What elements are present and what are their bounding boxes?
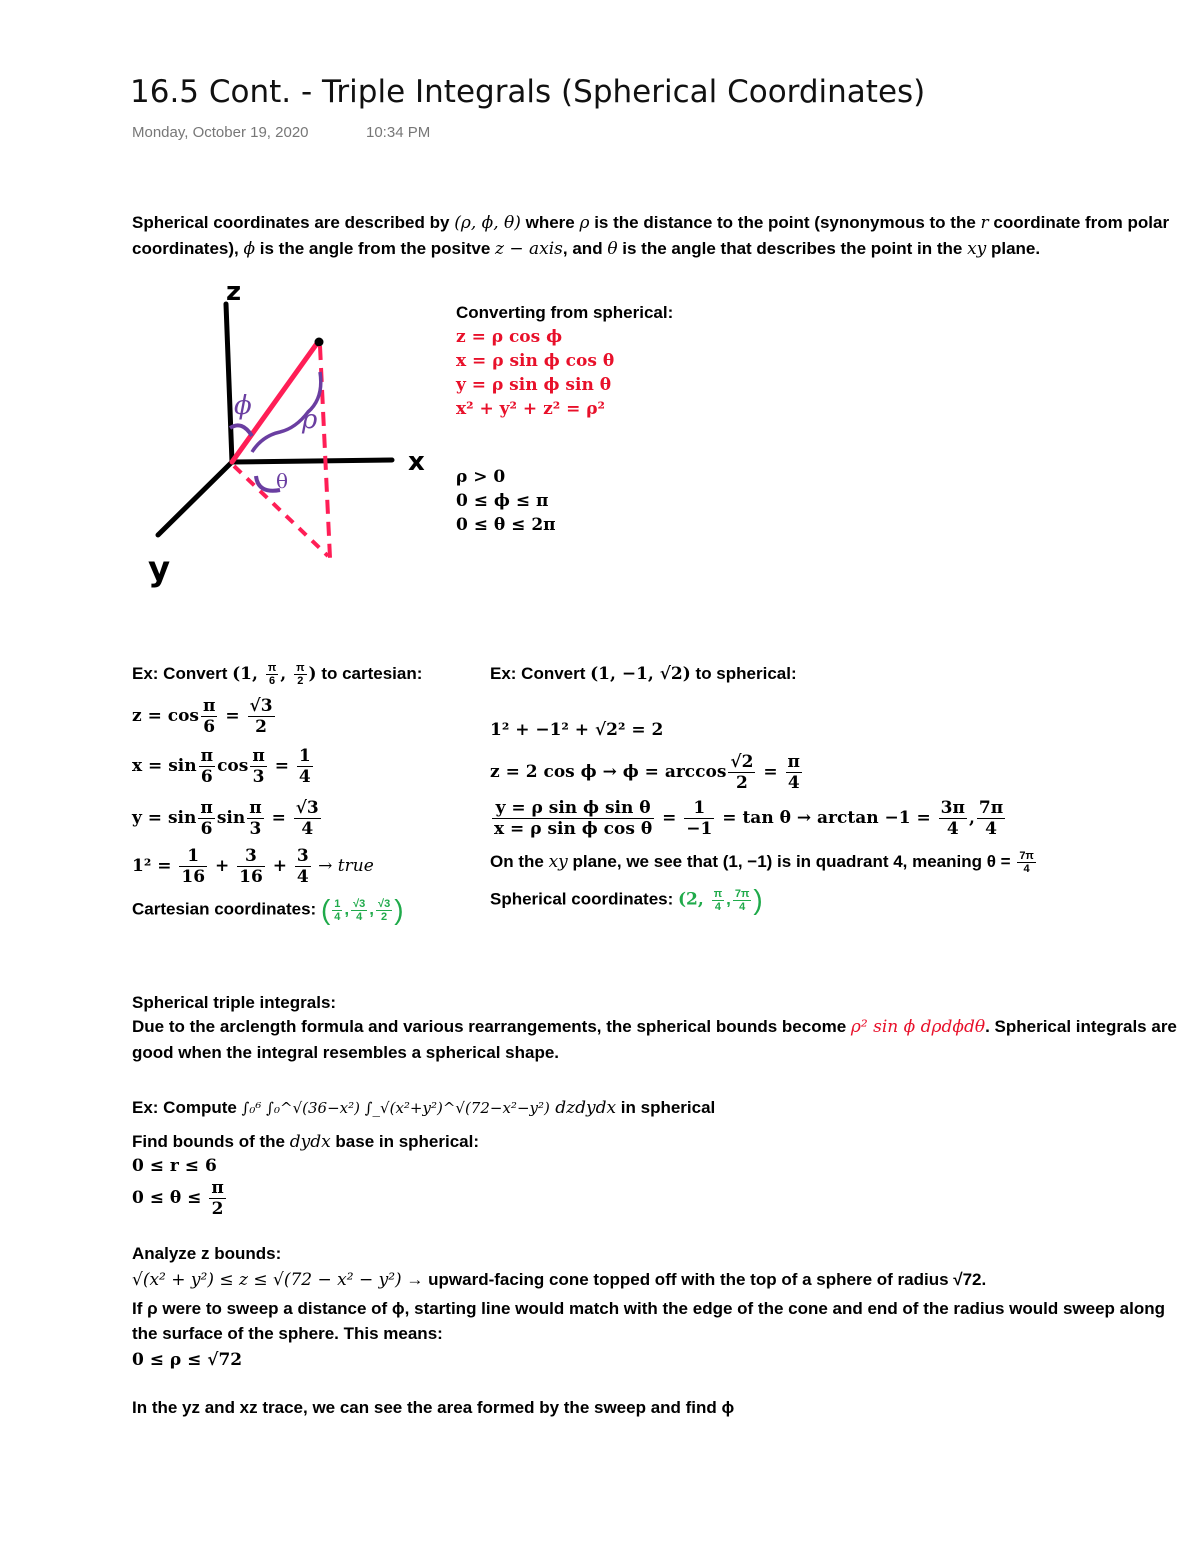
frac-num: π — [252, 746, 265, 766]
frac-den: 4 — [334, 910, 341, 923]
diagram-label-rho: ρ — [302, 405, 318, 435]
frac-num: 3 — [296, 846, 309, 866]
frac-den: 2 — [736, 773, 748, 793]
triple-text: . Spherical integrals are good when the integral resembles a spherical shape. — [132, 1017, 1177, 1062]
ex2-text: z = 2 cos ϕ → ϕ = arccos — [490, 762, 727, 782]
diagram-label-x: x — [408, 447, 425, 477]
triple-paragraph — [132, 1014, 1192, 1065]
ex1-frac — [250, 746, 266, 787]
ex1-check-line — [132, 846, 374, 887]
intro-text: is the angle from the positve — [255, 239, 495, 258]
paren-close: ) — [394, 894, 404, 925]
frac-den: 4 — [985, 819, 997, 839]
ex3-analyze: Analyze z bounds: — [132, 1244, 282, 1263]
ex1-text: = — [265, 808, 292, 828]
ex1-text: sin — [216, 808, 246, 828]
ex1-result-label: Cartesian coordinates: — [132, 899, 321, 919]
ex2-text: = — [656, 808, 683, 828]
frac-den: 4 — [356, 910, 363, 923]
frac-num: π — [200, 798, 213, 818]
intro-math: ρ — [579, 213, 590, 233]
frac-num: 1 — [298, 746, 311, 766]
y-axis — [158, 462, 232, 535]
ex3-sweep: If ρ were to sweep a distance of ϕ, starting line would match with the edge of the cone and end of the radius would sweep along the surface of the sphere. This means: — [132, 1299, 1165, 1343]
frac-num: π — [211, 1178, 224, 1198]
comma: , — [968, 808, 975, 828]
ex2-text: = tan θ → arctan −1 = — [716, 808, 937, 828]
frac-den: 4 — [301, 819, 314, 839]
ex1-text: = — [268, 756, 295, 776]
z-axis — [226, 304, 232, 462]
page-title: 16.5 Cont. - Triple Integrals (Spherical Coordinates) — [130, 74, 926, 110]
frac-num: √2 — [730, 752, 754, 772]
ex3-text: Ex: Compute — [132, 1098, 242, 1117]
paren-close: ) — [753, 884, 763, 915]
intro-text: plane. — [986, 239, 1041, 258]
bound-theta: 0 ≤ θ ≤ 2π — [456, 515, 556, 535]
frac-num: √3 — [378, 897, 391, 910]
ex2-line3 — [490, 798, 1007, 839]
ex1-point: (1, — [232, 663, 264, 684]
ex2-frac — [728, 752, 755, 793]
formula-sum: x² + y² + z² = ρ² — [456, 399, 605, 419]
point-dot — [315, 338, 324, 347]
intro-math: r — [980, 213, 989, 233]
ex2-frac — [977, 798, 1005, 839]
ex3-text: in spherical — [616, 1098, 716, 1117]
ex1-frac — [198, 798, 214, 839]
frac-num: π — [203, 696, 216, 716]
frac-den: 4 — [946, 819, 959, 839]
comma: , — [344, 899, 350, 919]
frac-num: π — [200, 746, 214, 766]
frac-num: π — [787, 752, 800, 772]
ex3-bound-r: 0 ≤ r ≤ 6 — [132, 1156, 217, 1176]
intro-text: where — [520, 213, 580, 232]
ex2-result-value: (2, — [678, 889, 710, 910]
triple-bounds: ρ² sin ϕ dρdϕdθ — [850, 1017, 986, 1037]
ex2-frac — [712, 888, 724, 913]
frac-den: 2 — [381, 910, 388, 923]
frac-den: 4 — [714, 900, 721, 913]
ex1-point: ) — [308, 663, 317, 684]
frac-num: √3 — [295, 798, 319, 818]
frac-num: 3π — [940, 798, 965, 818]
ex2-line1: 1² + −1² + √2² = 2 — [490, 720, 664, 740]
ex2-frac — [939, 798, 967, 839]
ex1-frac — [294, 662, 306, 687]
intro-math: (ρ, ϕ, θ) — [454, 213, 521, 233]
ex1-text: + — [266, 856, 293, 876]
ex1-x-line — [132, 746, 315, 787]
frac-num: 1 — [179, 846, 207, 867]
ex1-heading-text: to cartesian: — [316, 663, 423, 683]
intro-text: is the distance to the point (synonymous to the — [589, 213, 981, 232]
intro-text: Spherical coordinates are described by — [132, 213, 455, 232]
intro-math: z − axis — [495, 239, 563, 259]
frac-num: π — [713, 887, 723, 900]
ex1-frac — [199, 746, 215, 787]
frac-den: 2 — [297, 675, 304, 687]
diagram-label-phi: ϕ — [234, 391, 252, 421]
ex3-text: → upward-facing cone topped off with the top of a sphere of radius √72. — [401, 1270, 987, 1289]
converting-heading: Converting from spherical: — [456, 303, 674, 322]
diagram-label-y: y — [148, 549, 171, 589]
ex3-cone — [132, 1270, 986, 1290]
triple-text: Due to the arclength formula and various rearrangements, the spherical bounds become — [132, 1017, 851, 1036]
ex1-text: x = sin — [132, 756, 197, 776]
spherical-diagram — [130, 280, 450, 610]
ex1-frac — [332, 898, 342, 923]
ex1-text: cos — [217, 756, 249, 776]
frac-num: 7π — [1019, 850, 1034, 862]
ex2-frac — [492, 798, 654, 839]
ex1-text: 1² = — [132, 856, 178, 876]
comma: , — [369, 899, 375, 919]
intro-text: , and — [562, 239, 608, 258]
ex2-text: On the — [490, 851, 549, 871]
ex1-frac — [351, 898, 367, 923]
ex3-integral: ∫₀⁶ ∫₀^√(36−x²) ∫_√(x²+y²)^√(72−x²−y²) — [241, 1099, 550, 1117]
ex2-frac — [733, 888, 752, 913]
ex1-frac — [247, 798, 263, 839]
page-time: 10:34 PM — [366, 124, 431, 141]
ex3-text: Find bounds of the — [132, 1132, 290, 1151]
intro-text: coordinate from polar coordinates), — [132, 213, 1170, 258]
intro-paragraph — [132, 210, 1192, 262]
frac-num: 7π — [734, 887, 750, 900]
frac-num: √3 — [353, 897, 366, 910]
ex1-frac — [248, 696, 275, 737]
ex1-text: z = cos — [132, 706, 199, 726]
intro-math: xy — [967, 239, 987, 259]
intro-text: is the angle that describes the point in the — [617, 239, 968, 258]
ex1-heading-text: Ex: Convert — [132, 663, 233, 683]
ex1-frac — [376, 898, 392, 923]
frac-num: √3 — [249, 696, 273, 716]
frac-num: π — [249, 798, 262, 818]
x-axis — [232, 460, 392, 462]
ex1-text: = — [219, 706, 246, 726]
frac-den: 3 — [252, 767, 265, 787]
ex1-text: + — [209, 856, 236, 876]
frac-num: 1 — [684, 798, 714, 819]
formula-z: z = ρ cos ϕ — [456, 327, 563, 347]
ex1-frac — [295, 846, 311, 887]
frac-den: 4 — [298, 767, 311, 787]
ex2-line2 — [490, 752, 804, 793]
frac-num: 3 — [237, 846, 265, 867]
formula-x: x = ρ sin ϕ cos θ — [456, 351, 615, 371]
ex3-math: dydx — [289, 1132, 331, 1152]
frac-num: 1 — [334, 897, 341, 910]
ex1-frac — [266, 662, 278, 687]
frac-den: x = ρ sin ϕ cos θ — [494, 819, 653, 839]
frac-den: 6 — [200, 767, 213, 787]
ex3-cone-inequality: √(x² + y²) ≤ z ≤ √(72 − x² − y²) — [132, 1270, 402, 1290]
frac-den: 6 — [203, 717, 216, 737]
ex2-frac — [1017, 850, 1036, 875]
ex2-heading-text: Ex: Convert — [490, 664, 591, 683]
ex1-text: y = sin — [132, 808, 197, 828]
bound-phi: 0 ≤ ϕ ≤ π — [456, 491, 549, 511]
intro-math: θ — [607, 239, 618, 259]
frac-num: π — [267, 662, 277, 674]
frac-den: 6 — [269, 675, 276, 687]
ex1-heading — [132, 662, 422, 687]
ex2-heading — [490, 664, 797, 684]
ex3-differential: dzdydx — [549, 1098, 617, 1118]
frac-den: −1 — [686, 819, 713, 839]
diagram-label-z: z — [226, 280, 242, 307]
bound-rho: ρ > 0 — [456, 467, 506, 487]
frac-den: 4 — [296, 867, 309, 887]
intro-math: ϕ — [243, 239, 256, 259]
ex1-frac — [297, 746, 313, 787]
ex3-find — [132, 1132, 479, 1152]
comma: , — [726, 889, 731, 909]
ex2-math: xy — [548, 851, 568, 872]
frac-den: 6 — [200, 819, 213, 839]
frac-den: 4 — [739, 900, 746, 913]
ex3-frac — [209, 1178, 225, 1219]
frac-num: y = ρ sin ϕ sin θ — [492, 798, 654, 819]
ex2-text: plane, we see that (1, −1) is in quadrant 4, meaning θ = — [567, 851, 1016, 871]
ex3-compute — [132, 1098, 715, 1118]
ex1-comma: , — [280, 663, 293, 684]
ex3-text: 0 ≤ θ ≤ — [132, 1188, 208, 1208]
frac-den: 4 — [1023, 863, 1030, 875]
ex3-rho-bound: 0 ≤ ρ ≤ √72 — [132, 1350, 243, 1370]
frac-den: 2 — [255, 717, 267, 737]
formula-y: y = ρ sin ϕ sin θ — [456, 375, 612, 395]
frac-den: 16 — [239, 867, 263, 887]
ex1-y-line — [132, 798, 323, 839]
ex2-point: (1, −1, √2) — [590, 664, 691, 684]
ex2-frac — [684, 798, 714, 839]
frac-den: 3 — [249, 819, 262, 839]
ex2-result — [490, 884, 763, 916]
frac-den: 4 — [787, 773, 800, 793]
ex1-z-line — [132, 696, 277, 737]
triple-heading: Spherical triple integrals: — [132, 993, 337, 1012]
ex2-result-label: Spherical coordinates: — [490, 889, 678, 909]
ex1-frac — [294, 798, 321, 839]
ex2-text: = — [757, 762, 784, 782]
ex3-trace: In the yz and xz trace, we can see the area formed by the sweep and find ϕ — [132, 1398, 735, 1417]
ex2-frac — [786, 752, 802, 793]
frac-den: 16 — [181, 867, 206, 887]
frac-num: 7π — [978, 798, 1004, 818]
ex1-frac — [237, 846, 265, 887]
ex1-frac — [179, 846, 207, 887]
page-date: Monday, October 19, 2020 — [132, 124, 309, 141]
ex1-result — [132, 894, 404, 926]
ex1-frac — [201, 696, 217, 737]
ex2-line4 — [490, 850, 1038, 875]
ex3-bound-theta — [132, 1178, 228, 1219]
diagram-label-theta: θ — [276, 469, 289, 493]
ex3-text: base in spherical: — [330, 1132, 480, 1151]
frac-num: π — [296, 662, 305, 674]
ex1-text: → true — [312, 856, 374, 876]
ex2-heading-text: to spherical: — [690, 664, 797, 683]
paren-open: ( — [320, 894, 331, 925]
frac-den: 2 — [211, 1199, 224, 1219]
